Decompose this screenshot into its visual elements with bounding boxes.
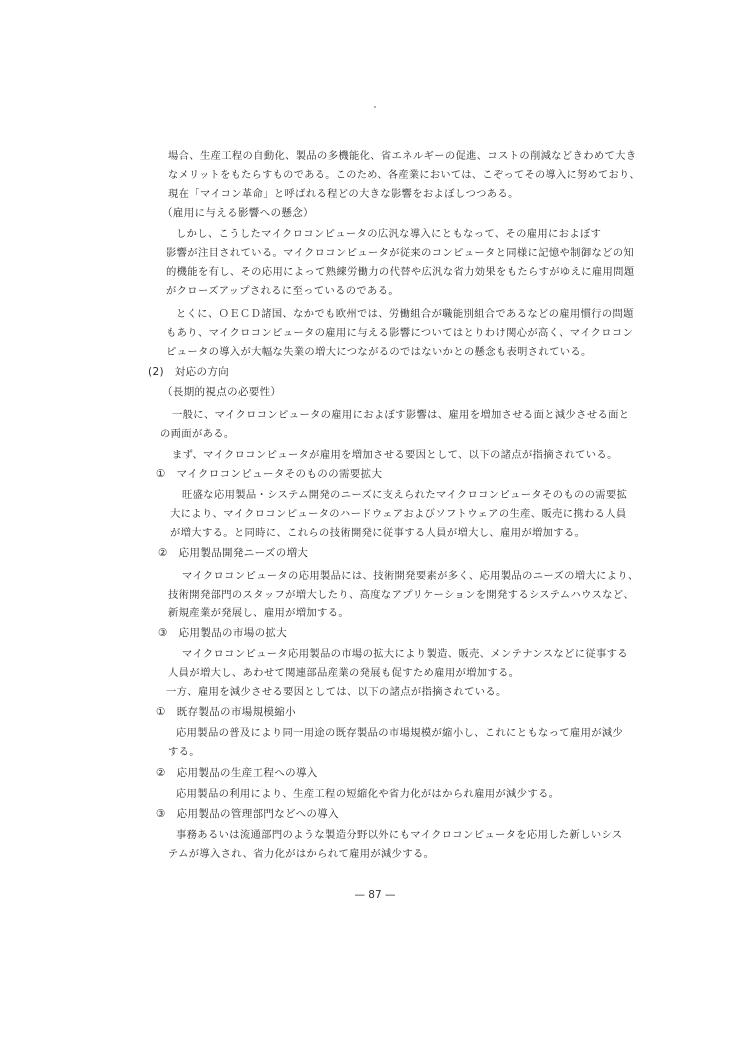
scan-speck — [374, 106, 376, 108]
body-line-9: とくに、ＯＥＣＤ諸国、なかでも欧州では、労働組合が職能別組合であるなどの雇用慣行の問題 — [176, 308, 634, 320]
body-line-14: 一般に、マイクロコンピュータの雇用におよぼす影響は、雇用を増加させる面と減少させる面と — [172, 409, 630, 421]
body-line-33: 応用製品の利用により、生産工程の短縮化や省力化がはかられ雇用が減少する。 — [176, 788, 560, 800]
body-line-30: 応用製品の普及により同一用途の既存製品の市場規模が縮小し、これにともなって雇用が減少 — [176, 727, 624, 739]
body-line-35: 事務あるいは流通部門のような製造分野以外にもマイクロコンピュータを応用した新しいシス — [176, 829, 623, 841]
page-number: — 87 — — [354, 889, 396, 901]
body-line-28: 一方、雇用を減少させる要因としては、以下の諸点が指摘されている。 — [166, 686, 507, 698]
body-line-5: しかし、こうしたマイクロコンピュータの広汎な導入にともなって、その雇用におよぼす — [176, 228, 602, 240]
body-line-19: 大により、マイクロコンピュータのハードウェアおよびソフトウェアの生産、販売に携わる人員 — [170, 508, 627, 520]
body-line-27: 人員が増大し、あわせて関連部品産業の発展も促すため雇用が増加する。 — [168, 667, 520, 679]
body-line-6: 影響が注目されている。マイクロコンピュータが従来のコンピュータと同様に記憶や制御などの知 — [166, 247, 635, 259]
body-line-36: テムが導入され、省力化がはかられて雇用が減少する。 — [168, 848, 435, 860]
list-item-decrease-3-title: ③ 応用製品の管理部門などへの導入 — [156, 808, 339, 820]
subheading-long-term-perspective: （長期的視点の必要性） — [162, 386, 282, 398]
body-line-8: がクローズアップされるに至っているのである。 — [166, 285, 399, 297]
section-heading-response-direction: (2) 対応の方向 — [148, 366, 230, 378]
body-line-1: 場合、生産工程の自動化、製品の多機能化、省エネルギーの促進、コストの削減などきわめて大き — [168, 150, 637, 162]
body-line-18: 旺盛な応用製品・システム開発のニーズに支えられたマイクロコンピュータそのものの需要拡 — [182, 489, 628, 501]
body-line-22: マイクロコンピュータの応用製品には、技術開発要素が多く、応用製品のニーズの増大により、 — [182, 570, 639, 582]
section-heading-employment-concern: （雇用に与える影響への懸念） — [162, 207, 314, 219]
body-line-26: マイクロコンピュータ応用製品の市場の拡大により製造、販売、メンテナンスなどに従事する — [182, 648, 628, 660]
list-item-increase-3-title: ③ 応用製品の市場の拡大 — [158, 627, 288, 639]
body-line-2: なメリットをもたらすものである。このため、各産業においては、こぞってその導入に努めており、 — [168, 169, 641, 181]
list-item-decrease-1-title: ① 既存製品の市場規模縮小 — [156, 706, 296, 718]
body-line-31: する。 — [168, 746, 200, 758]
body-line-15: の両面がある。 — [160, 428, 235, 440]
body-line-24: 新規産業が発展し、雇用が増加する。 — [168, 607, 349, 619]
list-item-increase-2-title: ② 応用製品開発ニーズの増大 — [158, 547, 309, 559]
body-line-10: もあり、マイクロコンピュータの雇用に与える影響についてはとりわけ関心が高く、マイクロコン — [166, 327, 634, 339]
body-line-7: 的機能を有し、その応用によって熟練労働力の代替や広汎な省力効果をもたらすがゆえに雇用問題 — [166, 266, 635, 278]
body-line-16: まず、マイクロコンピュータが雇用を増加させる要因として、以下の諸点が指摘されている。 — [172, 449, 618, 461]
body-line-3: 現在「マイコン革命」と呼ばれる程どの大きな影響をおよぼしつつある。 — [168, 188, 519, 200]
body-line-11: ピュータの導入が大幅な失業の増大につながるのではないかとの懸念も表明されている。 — [166, 346, 592, 358]
body-line-23: 技術開発部門のスタッフが増大したり、高度なアプリケーションを開発するシステムハウスなど、 — [168, 589, 635, 601]
list-item-decrease-2-title: ② 応用製品の生産工程への導入 — [156, 767, 318, 779]
list-item-increase-1-title: ① マイクロコンピュータそのものの需要拡大 — [156, 468, 383, 480]
body-line-20: が増大する。と同時に、これらの技術開発に従事する人員が増大し、雇用が増加する。 — [170, 527, 586, 539]
